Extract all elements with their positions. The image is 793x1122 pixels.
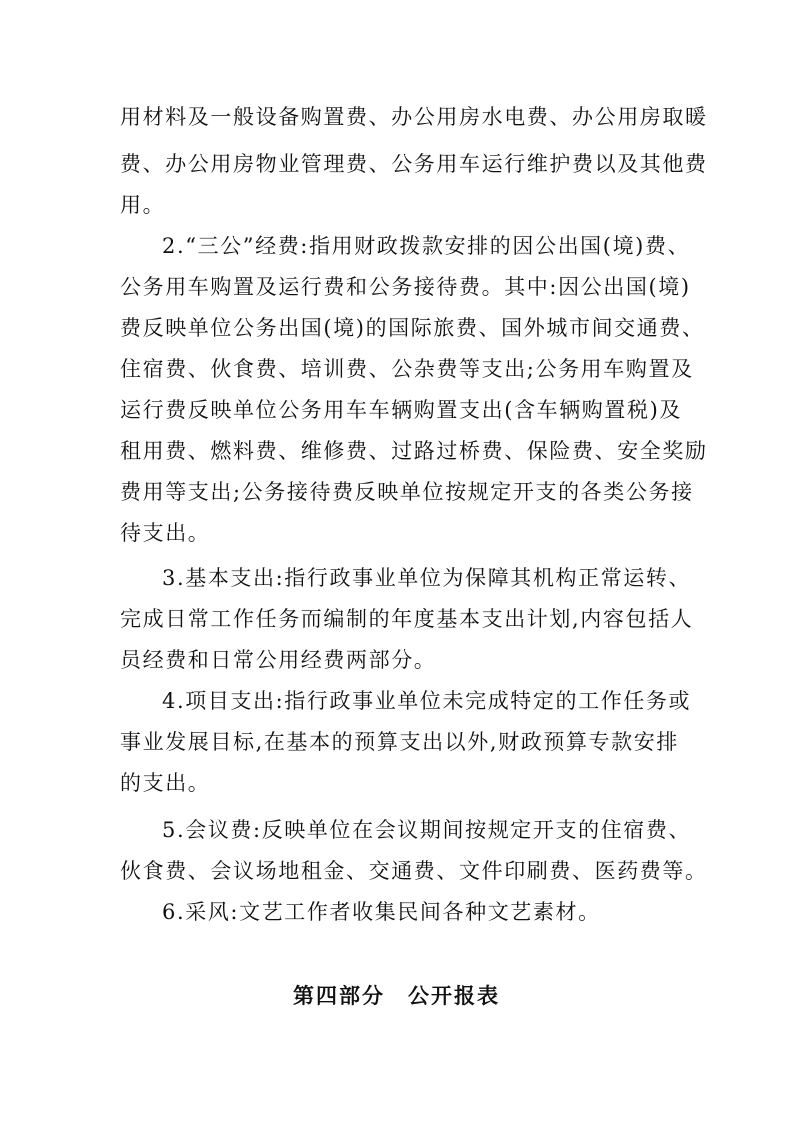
paragraph-line: 租用费、燃料费、维修费、过路过桥费、保险费、安全奖励 <box>120 439 708 463</box>
paragraph-line: 5.会议费:反映单位在会议期间按规定开支的住宿费、 <box>162 818 692 842</box>
paragraph-line: 费、办公用房物业管理费、公务用车运行维护费以及其他费 <box>120 152 708 176</box>
paragraph-line: 伙食费、会议场地租金、交通费、文件印刷费、医药费等。 <box>120 859 708 883</box>
paragraph-line: 公务用车购置及运行费和公务接待费。其中:因公出国(境) <box>120 275 691 299</box>
paragraph-line: 住宿费、伙食费、培训费、公杂费等支出;公务用车购置及 <box>120 357 694 381</box>
paragraph-line: 完成日常工作任务而编制的年度基本支出计划,内容包括人 <box>120 607 694 631</box>
paragraph-line: 用材料及一般设备购置费、办公用房水电费、办公用房取暖 <box>120 105 708 129</box>
section-heading: 第四部分 公开报表 <box>293 984 500 1008</box>
paragraph-line: 6.采风:文艺工作者收集民间各种文艺素材。 <box>162 900 601 924</box>
paragraph-line: 待支出。 <box>120 521 211 545</box>
paragraph-line: 2.“三公”经费:指用财政拨款安排的因公出国(境)费、 <box>162 234 691 258</box>
paragraph-line: 3.基本支出:指行政事业单位为保障其机构正常运转、 <box>162 566 692 590</box>
paragraph-line: 4.项目支出:指行政事业单位未完成特定的工作任务或 <box>162 689 692 713</box>
paragraph-line: 运行费反映单位公务用车车辆购置支出(含车辆购置税)及 <box>120 398 682 422</box>
paragraph-line: 用。 <box>120 193 166 217</box>
paragraph-line: 的支出。 <box>120 771 211 795</box>
paragraph-line: 员经费和日常公用经费两部分。 <box>120 648 437 672</box>
paragraph-line: 费用等支出;公务接待费反映单位按规定开支的各类公务接 <box>120 480 694 504</box>
paragraph-line: 费反映单位公务出国(境)的国际旅费、国外城市间交通费、 <box>120 316 705 340</box>
paragraph-line: 事业发展目标,在基本的预算支出以外,财政预算专款安排 <box>120 730 679 754</box>
